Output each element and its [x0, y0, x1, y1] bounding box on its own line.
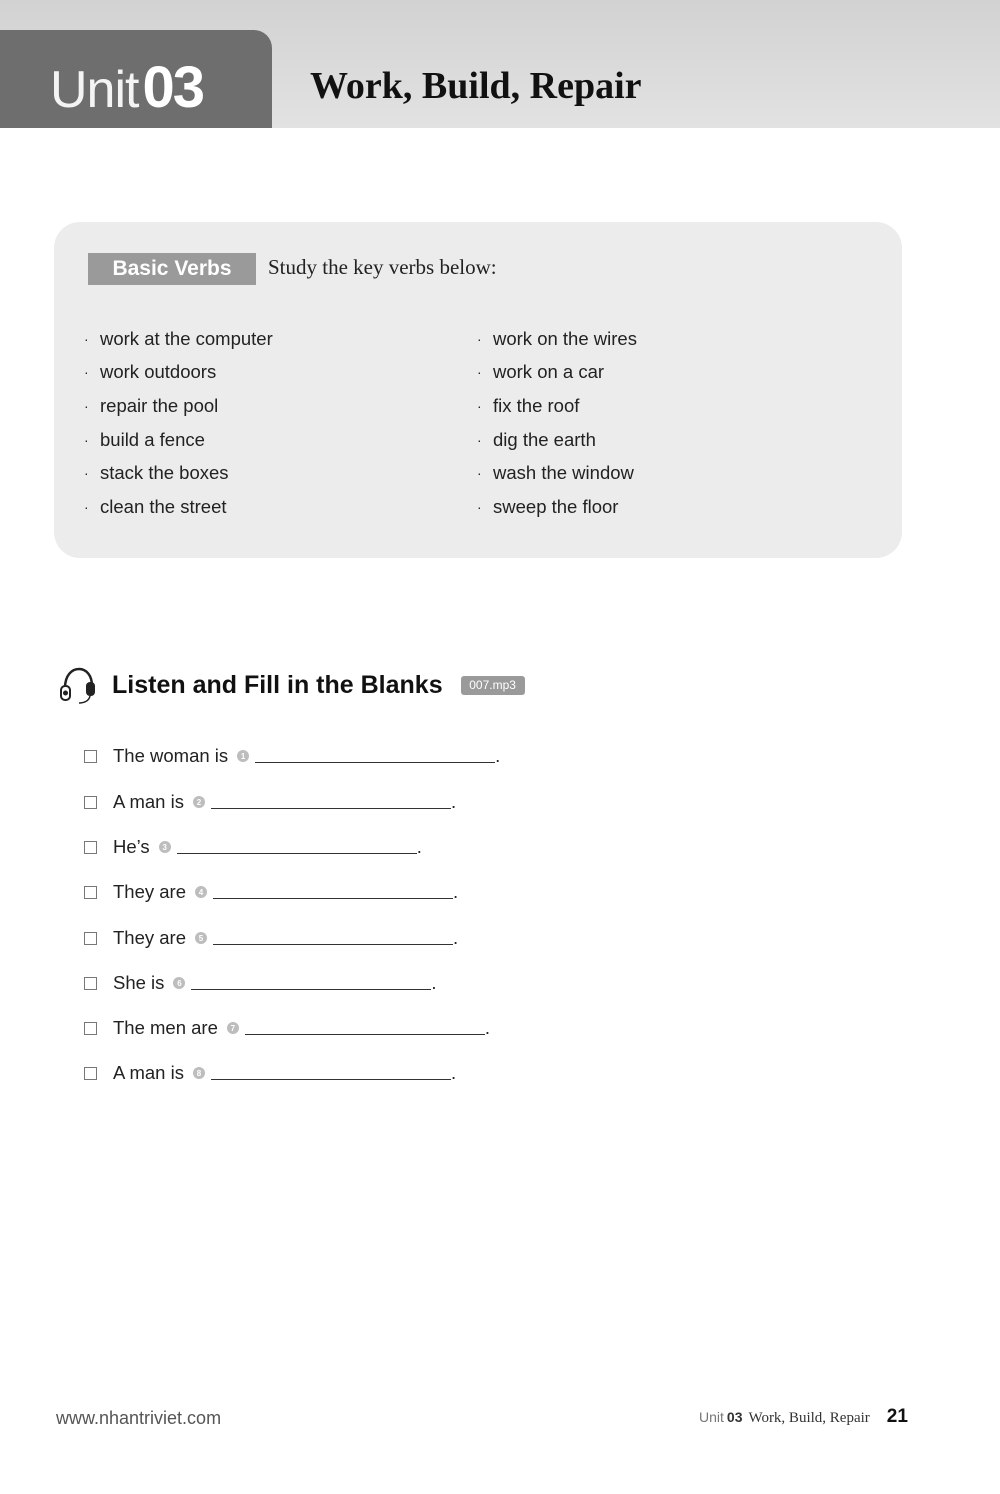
number-badge: 3 — [159, 841, 171, 853]
answer-blank[interactable] — [211, 796, 451, 809]
number-badge: 1 — [237, 750, 249, 762]
answer-blank[interactable] — [245, 1022, 485, 1035]
checkbox[interactable] — [84, 1067, 97, 1080]
footer-unit-number: 03 — [726, 1409, 743, 1425]
checkbox[interactable] — [84, 977, 97, 990]
footer-unit-word: Unit — [699, 1409, 724, 1425]
verb-list-right — [477, 322, 637, 524]
number-badge: 4 — [195, 886, 207, 898]
number-badge: 8 — [193, 1067, 205, 1079]
page-title: Work, Build, Repair — [310, 65, 642, 107]
blank-item: A man is 2 . — [84, 790, 456, 814]
checkbox[interactable] — [84, 750, 97, 763]
number-badge: 2 — [193, 796, 205, 808]
list-item: · work on the wires — [477, 327, 637, 349]
blank-prompt: She is — [113, 972, 165, 993]
answer-blank[interactable] — [255, 750, 495, 763]
blank-item: They are 4 . — [84, 880, 458, 904]
list-item: · dig the earth — [477, 428, 596, 450]
footer-running-title — [699, 1406, 908, 1428]
blank-item: They are 5 . — [84, 926, 458, 950]
checkbox[interactable] — [84, 886, 97, 899]
answer-blank[interactable] — [211, 1067, 451, 1080]
number-badge: 6 — [173, 977, 185, 989]
blank-item: The men are 7 . — [84, 1016, 490, 1040]
blank-prompt: They are — [113, 881, 187, 902]
unit-word: Unit — [50, 61, 139, 119]
list-item: · sweep the floor — [477, 495, 619, 517]
checkbox[interactable] — [84, 1022, 97, 1035]
audio-file-tag[interactable]: 007.mp3 — [461, 676, 525, 695]
list-item: · fix the roof — [477, 394, 580, 416]
blank-prompt: They are — [113, 927, 187, 948]
footer-website: www.nhantriviet.com — [56, 1408, 222, 1428]
verb-list-left — [84, 322, 273, 524]
blank-item: She is 6 . — [84, 971, 437, 995]
listen-section-header — [58, 664, 525, 706]
list-item: · work at the computer — [84, 327, 273, 349]
checkbox[interactable] — [84, 932, 97, 945]
basic-verbs-badge: Basic Verbs — [88, 253, 256, 285]
footer-title: Work, Build, Repair — [748, 1410, 870, 1426]
unit-number: 03 — [142, 55, 203, 120]
unit-label — [50, 54, 203, 124]
list-item: · clean the street — [84, 495, 227, 517]
answer-blank[interactable] — [177, 841, 417, 854]
blank-prompt: He’s — [113, 836, 150, 857]
headphones-icon — [58, 664, 98, 706]
number-badge: 5 — [195, 932, 207, 944]
answer-blank[interactable] — [191, 977, 431, 990]
blank-item: The woman is 1 . — [84, 744, 500, 768]
list-item: · work on a car — [477, 361, 605, 383]
list-item: · stack the boxes — [84, 462, 229, 484]
blank-item: A man is 8 . — [84, 1061, 456, 1085]
number-badge: 7 — [227, 1022, 239, 1034]
blank-prompt: The men are — [113, 1017, 218, 1038]
blank-prompt: A man is — [113, 791, 184, 812]
blank-item: He’s 3 . — [84, 835, 422, 859]
blank-prompt: A man is — [113, 1062, 184, 1083]
basic-verbs-instruction: Study the key verbs below: — [268, 255, 497, 279]
list-item: · wash the window — [477, 462, 634, 484]
answer-blank[interactable] — [213, 932, 453, 945]
answer-blank[interactable] — [213, 886, 453, 899]
blank-prompt: The woman is — [113, 745, 229, 766]
list-item: · build a fence — [84, 428, 205, 450]
checkbox[interactable] — [84, 841, 97, 854]
checkbox[interactable] — [84, 796, 97, 809]
list-item: · repair the pool — [84, 394, 219, 416]
listen-section-title: Listen and Fill in the Blanks — [112, 670, 443, 699]
page-number: 21 — [886, 1406, 908, 1427]
list-item: · work outdoors — [84, 361, 217, 383]
